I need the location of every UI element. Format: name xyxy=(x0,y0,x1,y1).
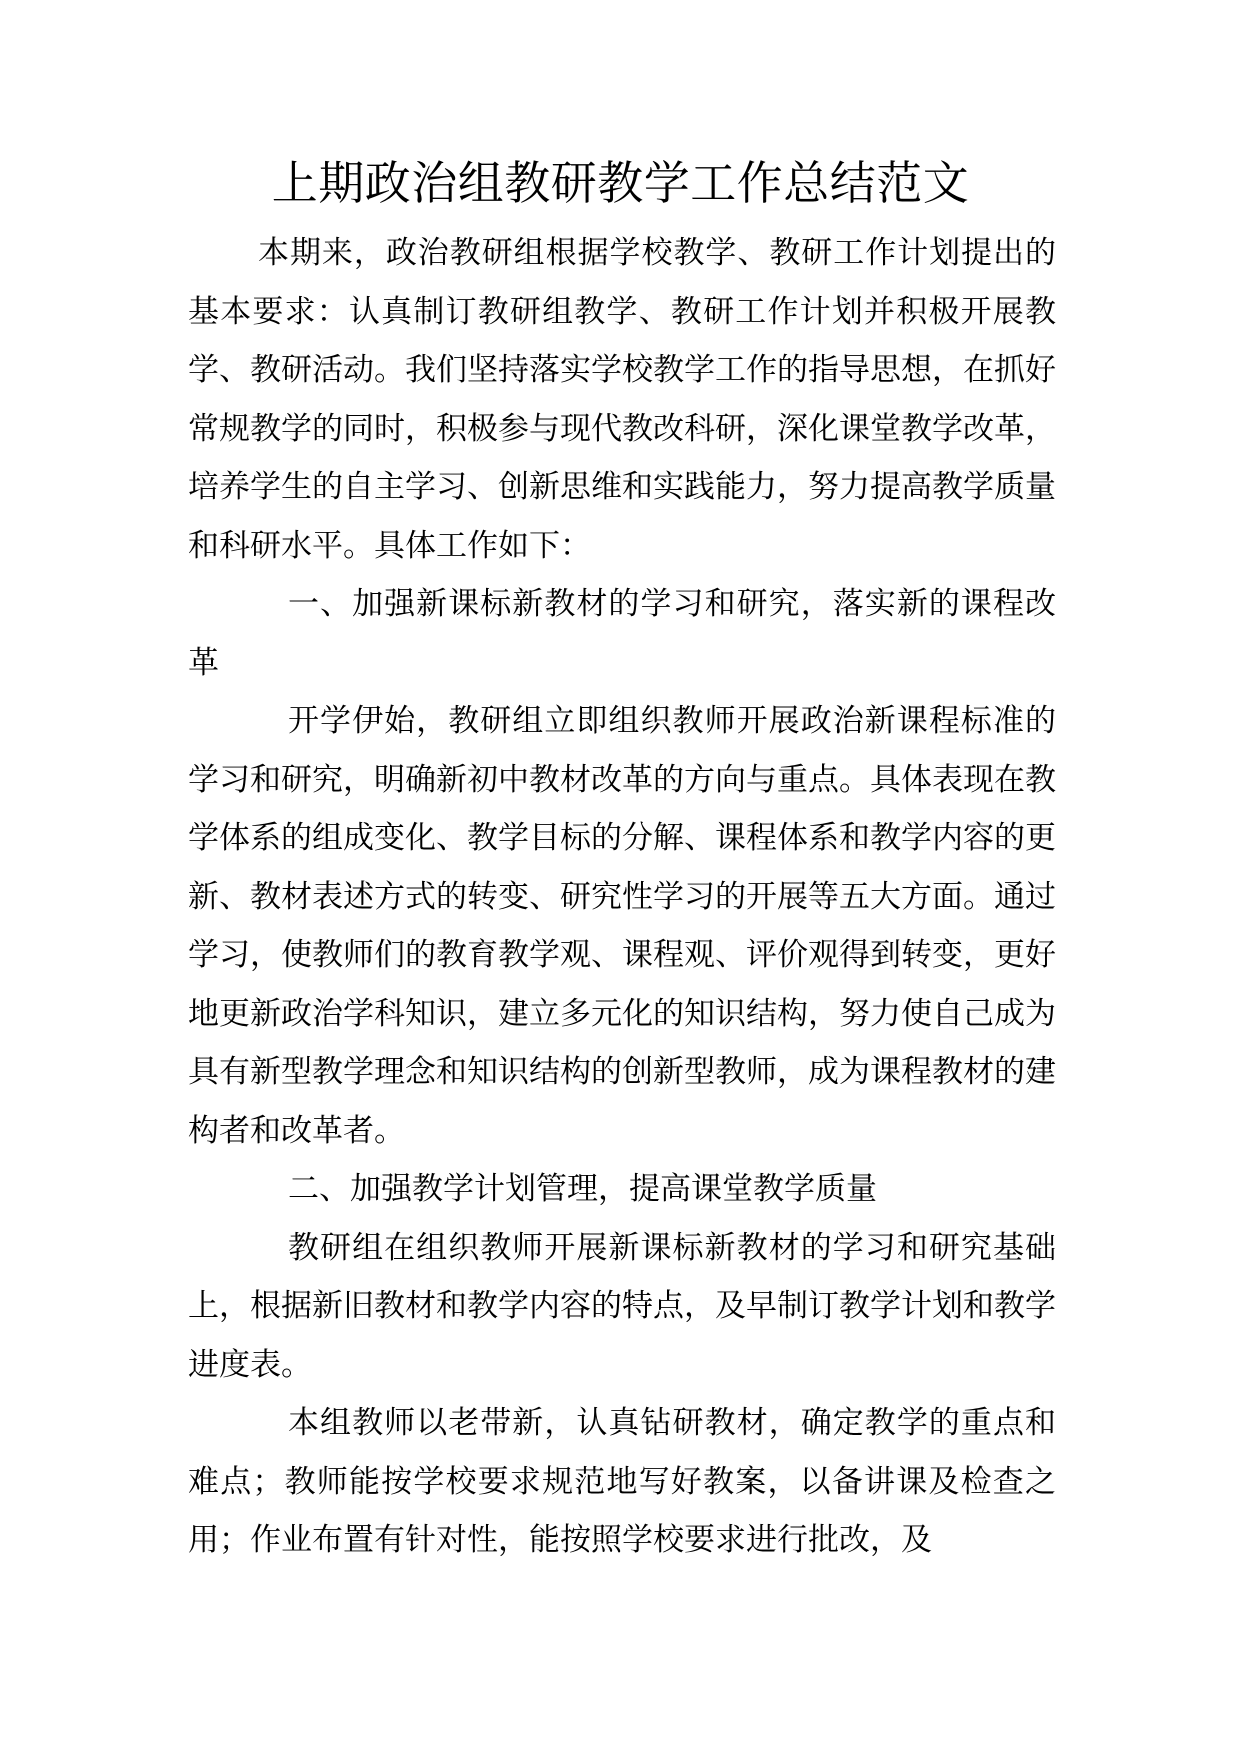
paragraph-intro: 本期来，政治教研组根据学校教学、教研工作计划提出的基本要求：认真制订教研组教学、教研工作计划并积极开展教学、教研活动。我们坚持落实学校教学工作的指导思想，在抓好常规教学的同时，积极参与现代教改科研，深化课堂教学改革，培养学生的自主学习、创新思维和实践能力，努力提高教学质量和科研水平。具体工作如下： xyxy=(188,235,1056,564)
section-heading-2: 二、加强教学计划管理，提高课堂教学质量 xyxy=(288,1171,877,1207)
document-title: 上期政治组教研教学工作总结范文 xyxy=(271,156,970,210)
paragraph: 教研组在组织教师开展新课标新教材的学习和研究基础上，根据新旧教材和教学内容的特点，及早制订教学计划和教学进度表。 xyxy=(188,1229,1056,1383)
paragraph: 开学伊始，教研组立即组织教师开展政治新课程标准的学习和研究，明确新初中教材改革的方向与重点。具体表现在教学体系的组成变化、教学目标的分解、课程体系和教学内容的更新、教材表述方式的转变、研究性学习的开展等五大方面。通过学习，使教师们的教育教学观、课程观、评价观得到转变，更好地更新政治学科知识，建立多元化的知识结构，努力使自己成为具有新型教学理念和知识结构的创新型教师，成为课程教材的建构者和改革者。 xyxy=(188,703,1056,1149)
section-heading-1: 一、加强新课标新教材的学习和研究，落实新的课程改革 xyxy=(188,586,1056,681)
paragraph: 本组教师以老带新，认真钻研教材，确定教学的重点和难点；教师能按学校要求规范地写好教案，以备讲课及检查之用；作业布置有针对性，能按照学校要求进行批改，及 xyxy=(188,1405,1056,1558)
document-body xyxy=(188,224,1056,1570)
